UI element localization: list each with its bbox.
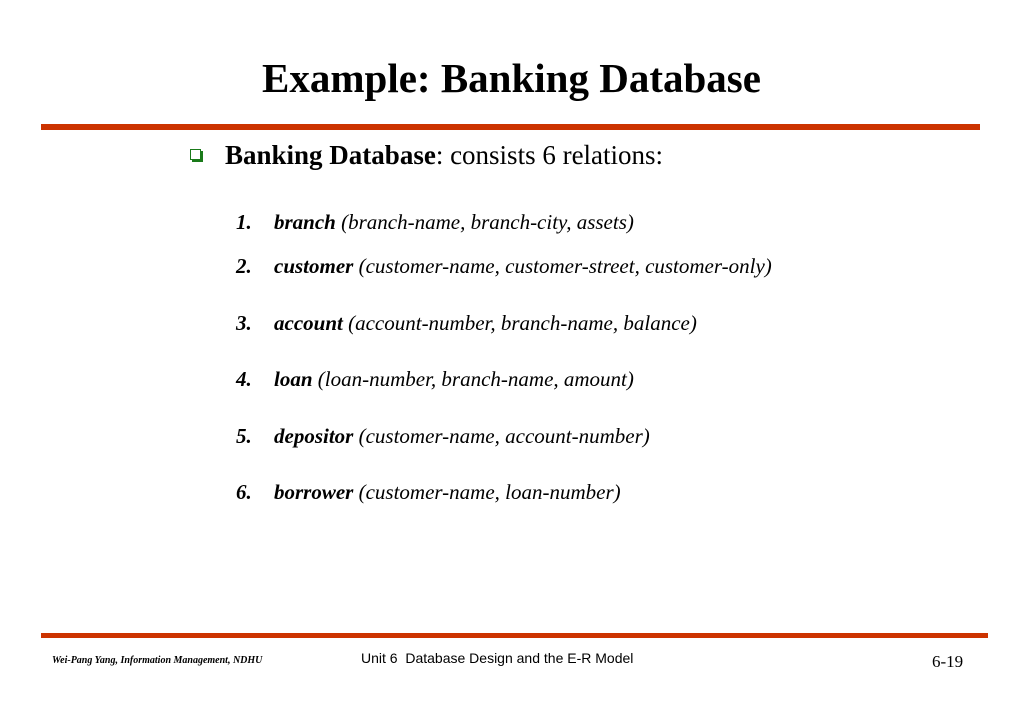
slide-title: Example: Banking Database bbox=[262, 55, 761, 101]
relation-number: 2. bbox=[236, 254, 252, 278]
relation-name: branch bbox=[274, 210, 336, 234]
relation-name: account bbox=[274, 311, 343, 335]
relation-item-borrower bbox=[236, 479, 621, 505]
square-bullet-icon bbox=[190, 149, 201, 160]
bullet-item bbox=[190, 140, 663, 170]
relation-number: 1. bbox=[236, 210, 252, 234]
title-divider bbox=[41, 124, 980, 130]
relation-number: 5. bbox=[236, 424, 252, 448]
relation-item-loan bbox=[236, 366, 634, 392]
relation-name: borrower bbox=[274, 480, 354, 504]
relation-attributes: (loan-number, branch-name, amount) bbox=[317, 367, 634, 391]
relation-attributes: (branch-name, branch-city, assets) bbox=[341, 210, 634, 234]
footer-unit-title: Unit 6 Database Design and the E-R Model bbox=[361, 650, 634, 666]
relation-item-account bbox=[236, 310, 697, 336]
relation-number: 3. bbox=[236, 311, 252, 335]
relation-name: loan bbox=[274, 367, 313, 391]
relation-attributes: (account-number, branch-name, balance) bbox=[348, 311, 697, 335]
bullet-text: : consists 6 relations: bbox=[435, 140, 664, 170]
relation-attributes: (customer-name, customer-street, customer-only) bbox=[358, 254, 772, 278]
footer-author: Wei-Pang Yang, Information Management, NDHU bbox=[52, 655, 263, 666]
page-number: 6-19 bbox=[932, 652, 964, 671]
relation-attributes: (customer-name, account-number) bbox=[358, 424, 650, 448]
relation-name: customer bbox=[274, 254, 354, 278]
relation-item-branch bbox=[236, 209, 634, 235]
relation-number: 4. bbox=[236, 367, 252, 391]
relation-number: 6. bbox=[236, 480, 252, 504]
footer-divider bbox=[41, 633, 988, 638]
relation-attributes: (customer-name, loan-number) bbox=[358, 480, 621, 504]
relation-item-depositor bbox=[236, 423, 650, 449]
relation-name: depositor bbox=[274, 424, 354, 448]
relation-item-customer bbox=[236, 253, 772, 279]
bullet-strong-text: Banking Database bbox=[225, 140, 436, 170]
